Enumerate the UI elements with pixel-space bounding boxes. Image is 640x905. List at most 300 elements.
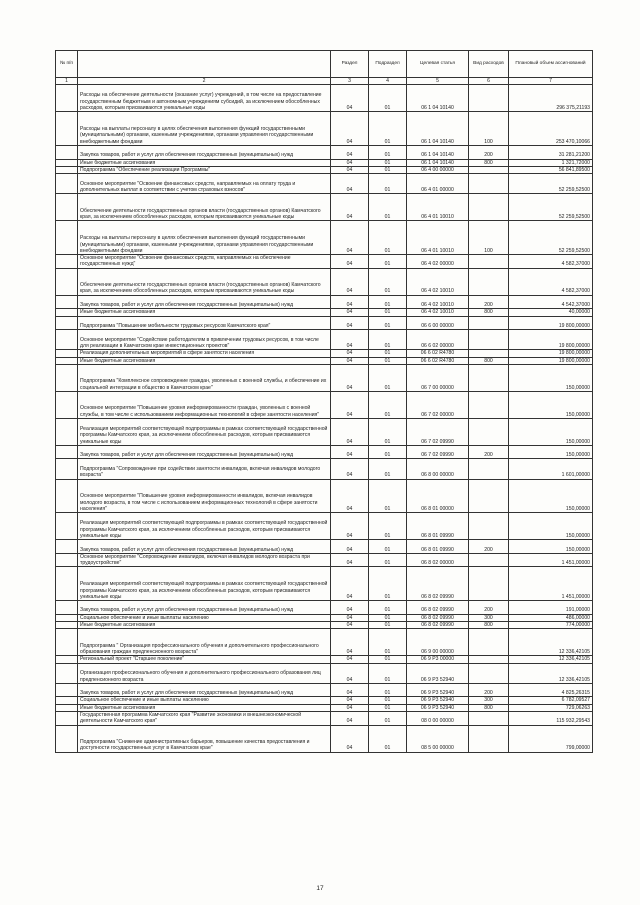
row-podrazdel-cell: 01 [369,622,407,629]
row-target-item-cell: 06 9 P3 52940 [407,663,469,683]
row-razdel-cell: 04 [331,445,369,459]
header-name [78,51,331,78]
table-row [56,221,593,255]
row-podrazdel-cell: 01 [369,614,407,621]
row-expense-type-cell: 800 [469,309,509,316]
table-row [56,622,593,629]
row-target-item-cell: 06 6 02 R4780 [407,357,469,364]
table-row [56,567,593,601]
table-row [56,513,593,540]
row-number-cell [56,622,78,629]
header-target-item: Целевая статья [407,51,469,78]
row-target-item-cell: 06 6 02 R4780 [407,350,469,357]
row-number-cell [56,255,78,269]
table-row [56,683,593,697]
row-expense-type-cell [469,459,509,479]
row-target-item-cell: 06 4 01 00000 [407,174,469,194]
column-number: 2 [78,78,331,85]
table-row [56,295,593,309]
row-podrazdel-cell: 01 [369,316,407,330]
table-row [56,364,593,391]
row-target-item-cell: 06 7 02 09990 [407,445,469,459]
row-amount-cell: 486,00000 [509,614,593,621]
row-target-item-cell: 06 8 02 09990 [407,614,469,621]
header-razdel: Раздел [331,51,369,78]
row-name-cell: Иные бюджетные ассигнования [78,622,331,629]
column-number: 3 [331,78,369,85]
row-target-item-cell: 06 4 02 10010 [407,309,469,316]
row-target-item-cell: 06 8 02 09990 [407,622,469,629]
row-number-cell [56,330,78,350]
row-podrazdel-cell: 01 [369,357,407,364]
row-target-item-cell: 06 8 00 00000 [407,459,469,479]
row-razdel-cell: 04 [331,629,369,656]
row-expense-type-cell: 100 [469,112,509,146]
row-amount-cell: 52 259,52500 [509,174,593,194]
row-number-cell [56,725,78,752]
row-name-cell: Подпрограмма "Обеспечение реализации Программы" [78,166,331,173]
row-target-item-cell: 06 4 01 10010 [407,194,469,221]
table-body [56,85,593,752]
row-target-item-cell: 06 9 P3 52940 [407,704,469,711]
row-amount-cell: 1 601,00000 [509,459,593,479]
row-razdel-cell: 04 [331,391,369,418]
row-amount-cell: 6 782,09527 [509,697,593,704]
row-razdel-cell: 04 [331,418,369,445]
header-expense-type: Вид расходов [469,51,509,78]
row-expense-type-cell [469,711,509,725]
row-podrazdel-cell: 01 [369,350,407,357]
row-amount-cell: 19 800,00000 [509,357,593,364]
row-number-cell [56,112,78,146]
row-expense-type-cell: 200 [469,146,509,160]
row-amount-cell: 19 800,00000 [509,316,593,330]
row-podrazdel-cell: 01 [369,194,407,221]
header-amount: Плановый объем ассигнований [509,51,593,78]
row-target-item-cell: 06 4 02 10010 [407,268,469,295]
row-number-cell [56,350,78,357]
row-name-cell: Основное мероприятие "Сопровождение инвалидов, включая инвалидов молодого возраста при трудоустройстве" [78,553,331,567]
table-row [56,704,593,711]
row-expense-type-cell: 800 [469,704,509,711]
row-amount-cell: 296 375,21193 [509,85,593,112]
row-name-cell: Реализация дополнительных мероприятий в сфере занятости населения [78,350,331,357]
row-name-cell: Основное мероприятие "Повышение уровня информированности граждан, уволенных с военной службы, в том числе с использованием информационных технологий в сфере занятости населения" [78,391,331,418]
row-target-item-cell: 06 7 02 09990 [407,418,469,445]
row-razdel-cell: 04 [331,663,369,683]
row-razdel-cell: 04 [331,459,369,479]
row-podrazdel-cell: 01 [369,309,407,316]
row-razdel-cell: 04 [331,330,369,350]
table-row [56,629,593,656]
row-number-cell [56,513,78,540]
row-razdel-cell: 04 [331,174,369,194]
row-expense-type-cell: 300 [469,614,509,621]
row-razdel-cell: 04 [331,112,369,146]
row-expense-type-cell: 200 [469,295,509,309]
row-name-cell: Социальное обеспечение и иные выплаты населению [78,697,331,704]
table-row [56,112,593,146]
row-razdel-cell: 04 [331,601,369,615]
row-podrazdel-cell: 01 [369,330,407,350]
row-podrazdel-cell: 01 [369,159,407,166]
row-number-cell [56,479,78,513]
row-podrazdel-cell: 01 [369,146,407,160]
table-row [56,159,593,166]
row-razdel-cell: 04 [331,221,369,255]
row-amount-cell: 19 800,00000 [509,350,593,357]
row-target-item-cell: 06 6 00 00000 [407,316,469,330]
row-amount-cell: 150,00000 [509,445,593,459]
row-expense-type-cell [469,174,509,194]
row-number-cell [56,553,78,567]
row-razdel-cell: 04 [331,268,369,295]
row-target-item-cell: 06 6 02 00000 [407,330,469,350]
table-row [56,697,593,704]
row-podrazdel-cell: 01 [369,567,407,601]
row-name-cell: Подпрограмма " Организация профессионального обучения и дополнительного профессионального образования граждан предпенсионного возраста" [78,629,331,656]
table-row [56,174,593,194]
row-amount-cell: 4 542,37000 [509,295,593,309]
row-razdel-cell: 04 [331,479,369,513]
column-number-row [56,78,593,85]
table-row [56,166,593,173]
row-razdel-cell: 04 [331,309,369,316]
row-podrazdel-cell: 01 [369,711,407,725]
row-podrazdel-cell: 01 [369,295,407,309]
row-expense-type-cell: 200 [469,540,509,554]
row-name-cell: Основное мероприятие "Освоение финансовых средств, направляемых на обеспечение государственных нужд" [78,255,331,269]
row-name-cell: Расходы на выплаты персоналу в целях обеспечения выполнения функций государственными (муниципальными) органами, казенными учреждениями, органами управления государственными внебюджетными фондами [78,112,331,146]
row-expense-type-cell [469,479,509,513]
row-amount-cell: 1 321,72000 [509,159,593,166]
row-razdel-cell: 04 [331,553,369,567]
row-name-cell: Реализация мероприятий соответствующей подпрограммы в рамках соответствующей государственной программы Камчатского края, за исключением обособленных расходов, которым присваиваются уникальные коды [78,567,331,601]
row-name-cell: Реализация мероприятий соответствующей подпрограммы в рамках соответствующей государственной программы Камчатского края, за исключением обособленных расходов, которым присваиваются уникальные коды [78,418,331,445]
row-number-cell [56,697,78,704]
row-podrazdel-cell: 01 [369,513,407,540]
table-row [56,711,593,725]
table-row [56,656,593,663]
row-name-cell: Закупка товаров, работ и услуг для обеспечения государственных (муниципальных) нужд [78,146,331,160]
row-podrazdel-cell: 01 [369,459,407,479]
row-podrazdel-cell: 01 [369,704,407,711]
row-name-cell: Основное мероприятие "Освоение финансовых средств, направляемых на оплату труда и дополнительных выплат в соответствии с учетом страховых взносов" [78,174,331,194]
row-podrazdel-cell: 01 [369,697,407,704]
row-podrazdel-cell: 01 [369,656,407,663]
row-target-item-cell: 06 7 00 00000 [407,364,469,391]
table-row [56,601,593,615]
row-podrazdel-cell: 01 [369,418,407,445]
row-name-cell: Закупка товаров, работ и услуг для обеспечения государственных (муниципальных) нужд [78,295,331,309]
row-podrazdel-cell: 01 [369,221,407,255]
table-row [56,146,593,160]
row-razdel-cell: 04 [331,540,369,554]
row-name-cell: Закупка товаров, работ и услуг для обеспечения государственных (муниципальных) нужд [78,683,331,697]
row-expense-type-cell [469,330,509,350]
row-amount-cell: 12 336,42105 [509,663,593,683]
row-name-cell: Закупка товаров, работ и услуг для обеспечения государственных (муниципальных) нужд [78,601,331,615]
row-name-cell: Реализация мероприятий соответствующей подпрограммы в рамках соответствующей государственной программы Камчатского края, за исключением обособленных расходов, которым присваиваются уникальные коды [78,513,331,540]
row-podrazdel-cell: 01 [369,663,407,683]
row-number-cell [56,711,78,725]
table-row [56,459,593,479]
row-razdel-cell: 04 [331,85,369,112]
row-expense-type-cell: 200 [469,601,509,615]
row-amount-cell: 774,00000 [509,622,593,629]
row-number-cell [56,295,78,309]
row-target-item-cell: 06 4 01 10010 [407,221,469,255]
table-row [56,553,593,567]
row-amount-cell: 19 800,00000 [509,330,593,350]
row-number-cell [56,221,78,255]
column-number: 1 [56,78,78,85]
row-podrazdel-cell: 01 [369,268,407,295]
column-number: 7 [509,78,593,85]
row-podrazdel-cell: 01 [369,255,407,269]
table-row [56,330,593,350]
row-name-cell: Иные бюджетные ассигнования [78,309,331,316]
row-podrazdel-cell: 01 [369,445,407,459]
column-number: 4 [369,78,407,85]
row-name-cell: Основное мероприятие "Повышение уровня информированности инвалидов, включая инвалидов молодого возраста, в том числе с использованием информационных технологий в сфере занятости населения" [78,479,331,513]
row-amount-cell: 4 825,26315 [509,683,593,697]
page-number: 17 [316,885,324,892]
row-podrazdel-cell: 01 [369,364,407,391]
row-target-item-cell: 06 9 P3 52940 [407,697,469,704]
row-expense-type-cell: 800 [469,357,509,364]
row-target-item-cell: 06 8 01 09990 [407,513,469,540]
row-number-cell [56,629,78,656]
row-razdel-cell: 04 [331,697,369,704]
row-razdel-cell: 04 [331,159,369,166]
table-row [56,418,593,445]
row-number-cell [56,656,78,663]
row-number-cell [56,567,78,601]
row-expense-type-cell [469,194,509,221]
row-number-cell [56,391,78,418]
row-expense-type-cell: 100 [469,221,509,255]
row-target-item-cell: 06 8 02 00000 [407,553,469,567]
row-razdel-cell: 04 [331,357,369,364]
row-podrazdel-cell: 01 [369,553,407,567]
row-target-item-cell: 06 4 00 00000 [407,166,469,173]
table-row [56,663,593,683]
row-razdel-cell: 04 [331,704,369,711]
row-target-item-cell: 06 4 02 00000 [407,255,469,269]
row-number-cell [56,174,78,194]
row-number-cell [56,316,78,330]
row-expense-type-cell [469,166,509,173]
row-amount-cell: 40,00000 [509,309,593,316]
row-amount-cell: 52 259,52500 [509,221,593,255]
row-podrazdel-cell: 01 [369,166,407,173]
row-amount-cell: 4 582,37000 [509,255,593,269]
row-number-cell [56,146,78,160]
table-row [56,194,593,221]
row-amount-cell: 4 582,37000 [509,268,593,295]
row-amount-cell: 56 841,89500 [509,166,593,173]
row-number-cell [56,309,78,316]
row-podrazdel-cell: 01 [369,85,407,112]
row-podrazdel-cell: 01 [369,683,407,697]
table-row [56,350,593,357]
row-number-cell [56,663,78,683]
row-expense-type-cell [469,391,509,418]
row-expense-type-cell [469,656,509,663]
row-target-item-cell: 06 8 01 00000 [407,479,469,513]
row-target-item-cell: 08 5 00 00000 [407,725,469,752]
row-amount-cell: 150,00000 [509,364,593,391]
row-target-item-cell: 08 0 00 00000 [407,711,469,725]
row-amount-cell: 1 451,00000 [509,567,593,601]
table-row [56,725,593,752]
row-amount-cell: 150,00000 [509,540,593,554]
row-podrazdel-cell: 01 [369,479,407,513]
row-amount-cell: 799,00000 [509,725,593,752]
row-amount-cell: 12 336,42105 [509,629,593,656]
row-number-cell [56,418,78,445]
row-razdel-cell: 04 [331,166,369,173]
row-expense-type-cell [469,268,509,295]
table-row [56,479,593,513]
row-name-cell: Подпрограмма "Сопровождение при содействии занятости инвалидов, включая инвалидов молодого возраста" [78,459,331,479]
row-number-cell [56,159,78,166]
row-number-cell [56,459,78,479]
row-podrazdel-cell: 01 [369,725,407,752]
row-expense-type-cell [469,629,509,656]
row-target-item-cell: 06 9 00 00000 [407,629,469,656]
table-row [56,445,593,459]
row-number-cell [56,601,78,615]
row-target-item-cell: 06 8 02 09990 [407,567,469,601]
row-expense-type-cell [469,418,509,445]
table-row [56,391,593,418]
row-razdel-cell: 04 [331,350,369,357]
row-name-cell: Расходы на выплаты персоналу в целях обеспечения выполнения функций государственными (муниципальными) органами, казенными учреждениями, органами управления государственными внебюджетными фондами [78,221,331,255]
row-name-cell: Основное мероприятие "Содействие работодателям в привлечении трудовых ресурсов, в том числе для реализации в Камчатском крае инвестиционных проектов" [78,330,331,350]
header-row [56,51,593,78]
row-name-cell: Иные бюджетные ассигнования [78,159,331,166]
row-target-item-cell: 06 1 04 10140 [407,146,469,160]
row-expense-type-cell: 800 [469,159,509,166]
row-name-cell: Социальное обеспечение и иные выплаты населению [78,614,331,621]
row-name-cell: Закупка товаров, работ и услуг для обеспечения государственных (муниципальных) нужд [78,445,331,459]
row-expense-type-cell: 200 [469,445,509,459]
row-number-cell [56,683,78,697]
row-podrazdel-cell: 01 [369,601,407,615]
row-expense-type-cell [469,725,509,752]
row-expense-type-cell [469,350,509,357]
row-number-cell [56,540,78,554]
row-razdel-cell: 04 [331,614,369,621]
row-amount-cell: 115 932,29543 [509,711,593,725]
table-row [56,614,593,621]
row-name-cell: Государственная программа Камчатского края "Развитие экономики и внешнеэкономической деятельности Камчатского края" [78,711,331,725]
row-name-cell: Подпрограмма "Комплексное сопровождение граждан, уволенных с военной службы, и обеспечение их социальной интеграции в общество в Камчатском крае" [78,364,331,391]
table-row [56,268,593,295]
row-amount-cell: 729,06263 [509,704,593,711]
row-expense-type-cell [469,553,509,567]
row-razdel-cell: 04 [331,656,369,663]
table-row [56,540,593,554]
row-amount-cell: 12 336,42105 [509,656,593,663]
row-number-cell [56,357,78,364]
row-target-item-cell: 06 1 04 10140 [407,112,469,146]
row-number-cell [56,268,78,295]
row-razdel-cell: 04 [331,146,369,160]
row-razdel-cell: 04 [331,255,369,269]
row-amount-cell: 31 281,21200 [509,146,593,160]
row-name-cell: Иные бюджетные ассигнования [78,357,331,364]
row-expense-type-cell [469,316,509,330]
row-podrazdel-cell: 01 [369,174,407,194]
row-amount-cell: 52 259,52500 [509,194,593,221]
row-expense-type-cell [469,567,509,601]
row-number-cell [56,445,78,459]
row-number-cell [56,364,78,391]
row-amount-cell: 1 451,00000 [509,553,593,567]
row-number-cell [56,166,78,173]
row-expense-type-cell: 800 [469,622,509,629]
row-target-item-cell: 06 9 P3 52940 [407,683,469,697]
row-razdel-cell: 04 [331,567,369,601]
row-razdel-cell: 04 [331,316,369,330]
row-number-cell [56,194,78,221]
row-name-cell: Подпрограмма "Повышение мобильности трудовых ресурсов Камчатского края" [78,316,331,330]
header-no: № п/п [56,51,78,78]
row-razdel-cell: 04 [331,364,369,391]
row-name-cell: Обеспечение деятельности государственных органов власти (государственных органов) Камчатского края, за исключением обособленных расходов, которым присваиваются уникальные коды [78,268,331,295]
row-razdel-cell: 04 [331,513,369,540]
row-expense-type-cell [469,663,509,683]
row-target-item-cell: 06 1 04 10140 [407,159,469,166]
row-amount-cell: 191,00000 [509,601,593,615]
row-name-cell: Иные бюджетные ассигнования [78,704,331,711]
row-razdel-cell: 04 [331,295,369,309]
row-amount-cell: 150,00000 [509,391,593,418]
table-row [56,357,593,364]
row-podrazdel-cell: 01 [369,540,407,554]
row-expense-type-cell [469,364,509,391]
row-razdel-cell: 04 [331,194,369,221]
row-expense-type-cell: 300 [469,697,509,704]
row-razdel-cell: 04 [331,725,369,752]
row-name-cell: Закупка товаров, работ и услуг для обеспечения государственных (муниципальных) нужд [78,540,331,554]
table-row [56,255,593,269]
row-number-cell [56,704,78,711]
column-number: 6 [469,78,509,85]
row-number-cell [56,614,78,621]
row-podrazdel-cell: 01 [369,391,407,418]
row-razdel-cell: 04 [331,683,369,697]
row-expense-type-cell [469,513,509,540]
row-target-item-cell: 06 8 01 09990 [407,540,469,554]
row-amount-cell: 150,00000 [509,513,593,540]
header-podrazdel: Подраздел [369,51,407,78]
row-name-cell: Обеспечение деятельности государственных органов власти (государственных органов) Камчатского края, за исключением обособленных расходов, которым присваиваются уникальные коды [78,194,331,221]
row-target-item-cell: 06 8 02 09990 [407,601,469,615]
table-row [56,316,593,330]
row-podrazdel-cell: 01 [369,629,407,656]
column-number: 5 [407,78,469,85]
table-row [56,309,593,316]
row-name-cell: Подпрограмма "Снижение административных барьеров, повышение качества предоставления и доступности государственных услуг в Камчатском крае" [78,725,331,752]
row-name-cell: Региональный проект "Старшее поколение" [78,656,331,663]
row-amount-cell: 150,00000 [509,479,593,513]
row-target-item-cell: 06 9 P3 00000 [407,656,469,663]
row-amount-cell: 150,00000 [509,418,593,445]
